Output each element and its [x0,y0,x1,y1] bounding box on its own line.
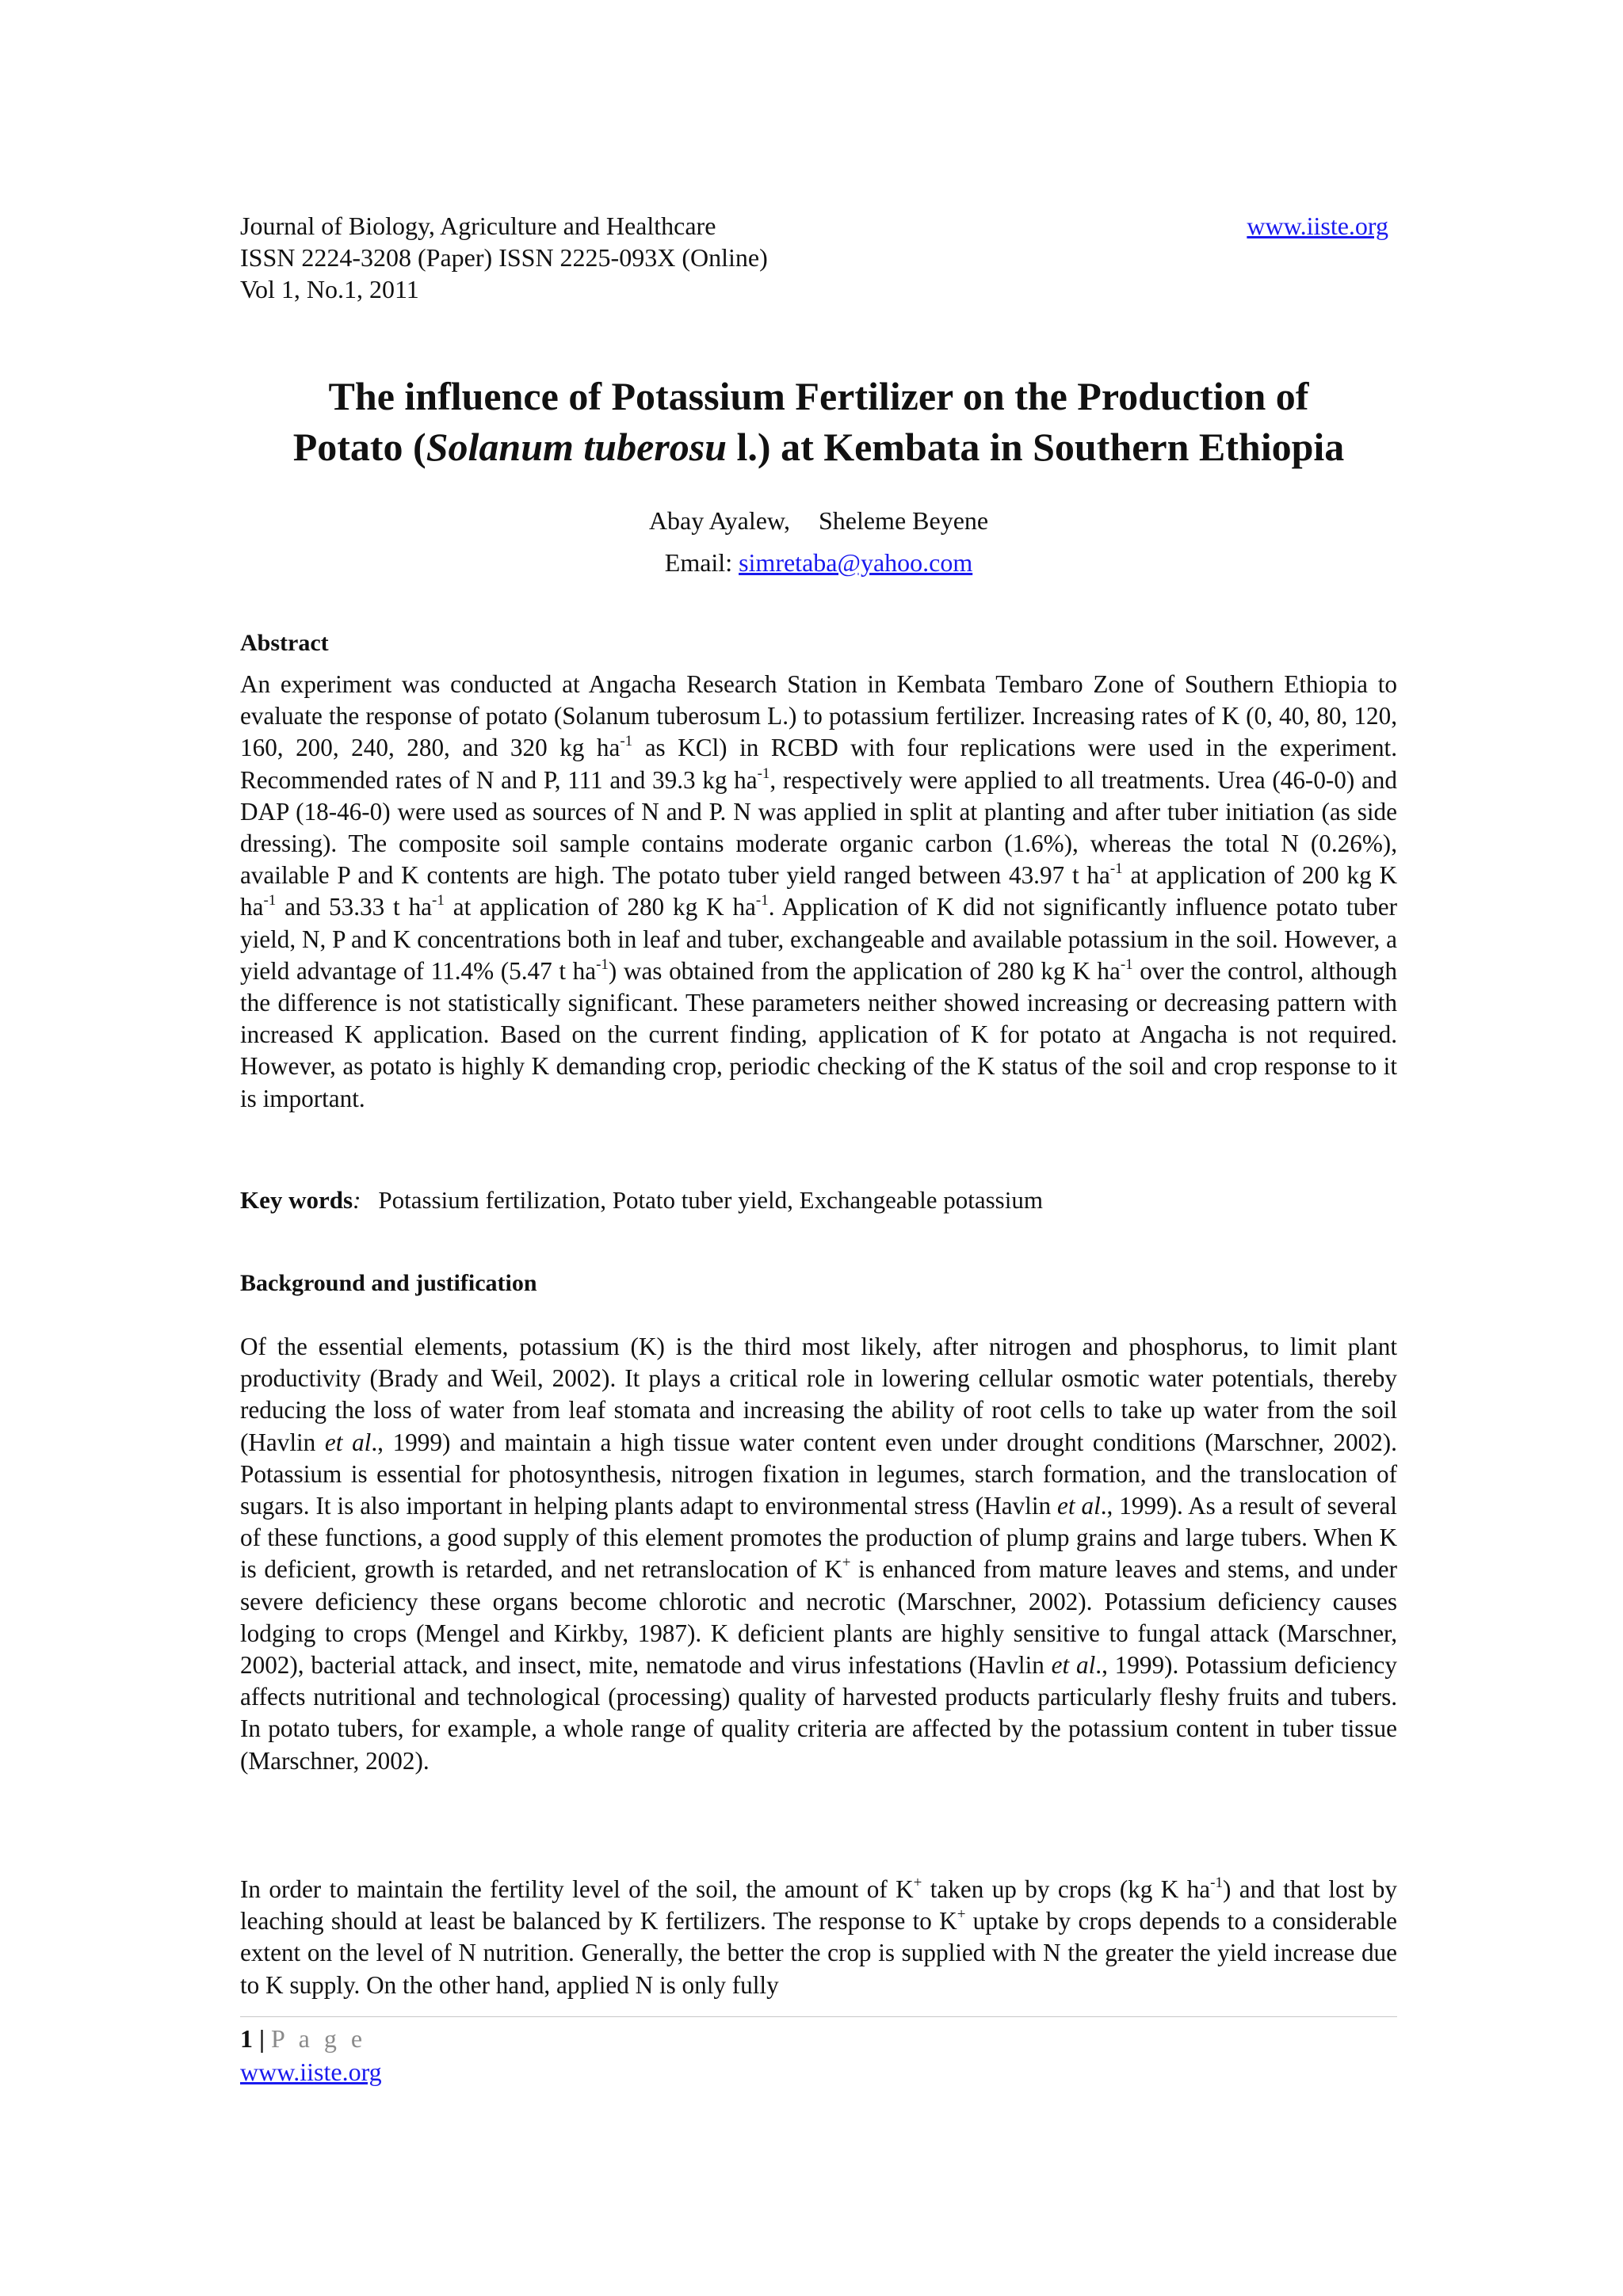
journal-volume: Vol 1, No.1, 2011 [240,275,419,303]
author-2: Sheleme Beyene [818,506,989,535]
journal-name: Journal of Biology, Agriculture and Healthcare [240,212,716,240]
keywords: Key words: Potassium fertilization, Potato tuber yield, Exchangeable potassium [240,1186,1043,1214]
email-label: Email: [664,548,739,577]
page-number: 1 [240,2024,253,2053]
abstract-text: An experiment was conducted at Angacha Research Station in Kembata Tembaro Zone of Southern Ethiopia to evaluate the response of potato (Solanum tuberosum L.) to potassium fertilizer. Increasing rates of K (0, 40, 80, 120, 160, 200, 240, 280, and 320 kg $ha^{-1}$ as KCl) in RCBD with four replications were used in the experiment. Recommended rates of N and P, 111 and 39.3 kg $ha^{-1}$, respectively were applied to all treatments. Urea (46-0-0) and DAP (18-46-0) were used as sources of N and P. N was applied in split at planting and after tuber initiation (as side dressing). The composite soil sample contains moderate organic carbon (1.6%), whereas the total N (0.26%), available P and K contents are high. The potato tuber yield ranged between 43.97 t $ha^{-1}$ at application of 200 kg K $ha^{-1}$ and 53.33 t $ha^{-1}$ at application of 280 kg K $ha^{-1}$. Application of K did not significantly influence potato tuber yield, N, P and K concentrations both in leaf and tuber, exchangeable and available potassium in the soil. However, a yield advantage of 11.4% (5.47 t $ha^{-1}$) was obtained from the application of 280 kg K $ha^{-1}$ over the control, although the difference is not statistically significant. These parameters neither showed increasing or decreasing pattern with increased K application. Based on the current finding, application of K for potato at Angacha is not required. However, as potato is highly K demanding crop, periodic checking of the K status of the soil and crop response to it is important. [240,670,1398,1112]
footer-website-link[interactable]: www.iiste.org [240,2058,382,2086]
keywords-value: Potassium fertilization, Potato tuber yield, Exchangeable potassium [378,1186,1043,1214]
title-line-1: The influence of Potassium Fertilizer on the Production of [328,374,1309,418]
title-line-2-pre: Potato ( [292,425,426,469]
page-label: P a g e [271,2024,367,2053]
background-paragraph-2: In order to maintain the fertility level of the soil, the amount of K+ taken up by crops (kg K $ha^{-1}$) and that lost by leaching should at least be balanced by K fertilizers. The response to K+ uptake by crops depends to a considerable extent on the level of N nutrition. Generally, the better the crop is supplied with N the greater the yield increase due to K supply. On the other hand, applied N is only fully [240,1875,1397,1999]
background-paragraph-1: Of the essential elements, potassium (K) is the third most likely, after nitrogen and phosphorus, to limit plant productivity (Brady and Weil, 2002). It plays a critical role in lowering cellular osmotic water potentials, thereby reducing the loss of water from leaf stomata and increasing the ability of root cells to take up water from the soil (Havlin et al., 1999) and maintain a high tissue water content even under drought conditions (Marschner, 2002). Potassium is essential for photosynthesis, nitrogen fixation in legumes, starch formation, and the translocation of sugars. It is also important in helping plants adapt to environmental stress (Havlin et al., 1999). As a result of several of these functions, a good supply of this element promotes the production of plump grains and large tubers. When K is deficient, growth is retarded, and net retranslocation of K+ is enhanced from mature leaves and stems, and under severe deficiency these organs become chlorotic and necrotic (Marschner, 2002). Potassium deficiency causes lodging to crops (Mengel and Kirkby, 1987). K deficient plants are highly sensitive to fungal attack (Marschner, 2002), bacterial attack, and insect, mite, nematode and virus infestations (Havlin et al., 1999). Potassium deficiency affects nutritional and technological (processing) quality of harvested products particularly fleshy fruits and tubers. In potato tubers, for example, a whole range of quality criteria are affected by the potassium content in tuber tissue (Marschner, 2002). [240,1333,1397,1775]
title-line-2-post: l.) at Kembata in Southern Ethiopia [727,425,1345,469]
author-line [240,505,1397,536]
email-line [240,547,1397,578]
journal-issn: ISSN 2224-3208 (Paper) ISSN 2225-093X (Online) [240,243,768,272]
keywords-label: Key words [240,1186,353,1214]
journal-header [240,210,768,305]
paper-title [240,371,1397,472]
footer-divider [240,2016,1397,2017]
header-website-link[interactable]: www.iiste.org [1247,212,1388,240]
background-heading: Background and justification [240,1270,537,1296]
author-1: Abay Ayalew, [648,506,790,535]
page-footer: 1 | P a g e [240,2024,367,2053]
title-species: Solanum tuberosu [426,425,727,469]
abstract-heading: Abstract [240,630,329,656]
email-link[interactable]: simretaba@yahoo.com [739,548,973,577]
